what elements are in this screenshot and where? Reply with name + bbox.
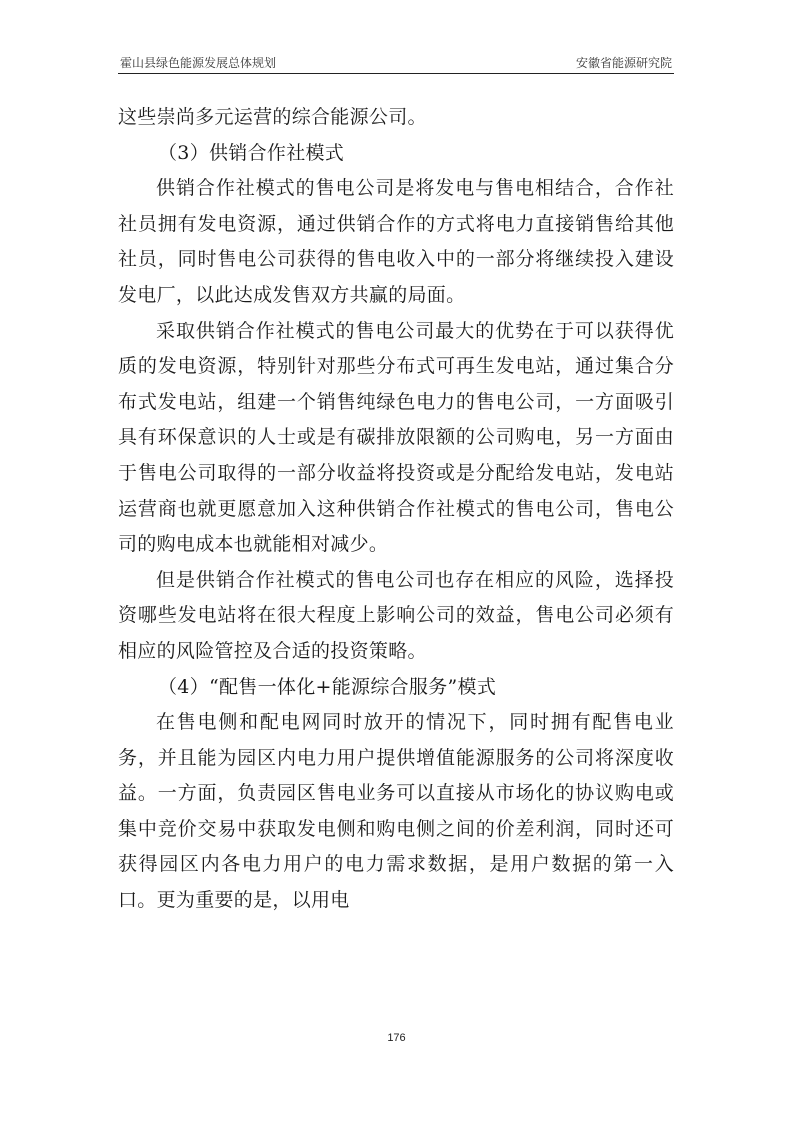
page-body: [118, 100, 674, 919]
header-document-title: 霍山县绿色能源发展总体规划: [120, 56, 277, 70]
page-header: [118, 51, 674, 73]
header-organization: 安徽省能源研究院: [575, 56, 672, 70]
page-number: 176: [387, 1032, 406, 1044]
paragraph-body: 采取供销合作社模式的售电公司最大的优势在于可以获得优质的发电资源，特别针对那些分布式可再生发电站，通过集合分布式发电站，组建一个销售纯绿色电力的售电公司，一方面吸引具有环保意识的人士或是有碳排放限额的公司购电，另一方面由于售电公司取得的一部分收益将投资或是分配给发电站，发电站运营商也就更愿意加入这种供销合作社模式的售电公司，售电公司的购电成本也就能相对减少。: [118, 319, 674, 556]
paragraph-body: 供销合作社模式的售电公司是将发电与售电相结合，合作社社员拥有发电资源，通过供销合作的方式将电力直接销售给其他社员，同时售电公司获得的售电收入中的一部分将继续投入建设发电厂，以此达成发售双方共赢的局面。: [118, 177, 674, 306]
header-divider: [118, 73, 674, 74]
paragraph-body: 但是供销合作社模式的售电公司也存在相应的风险，选择投资哪些发电站将在很大程度上影响公司的效益，售电公司必须有相应的风险管控及合适的投资策略。: [118, 568, 674, 662]
section-heading-4: （4）“配售一体化+能源综合服务”模式: [158, 675, 497, 698]
section-heading-3: （3）供销合作社模式: [158, 141, 345, 164]
paragraph-body: 在售电侧和配电网同时放开的情况下，同时拥有配售电业务，并且能为园区内电力用户提供增值能源服务的公司将深度收益。一方面，负责园区售电业务可以直接从市场化的协议购电或集中竞价交易中获取发电侧和购电侧之间的价差利润，同时还可获得园区内各电力用户的电力需求数据，是用户数据的第一入口。更为重要的是，以用电: [118, 711, 674, 912]
paragraph-continuation: 这些崇尚多元运营的综合能源公司。: [118, 106, 427, 128]
